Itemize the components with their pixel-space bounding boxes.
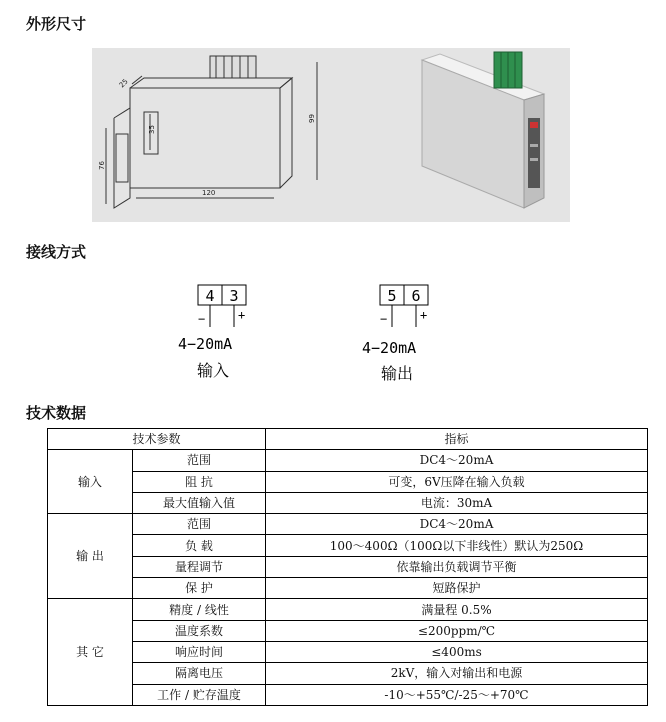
wiring-heading: 接线方式: [26, 243, 87, 261]
table-row: [48, 514, 648, 535]
param-cell: 响应时间: [133, 641, 266, 662]
input-minus-sign: −: [198, 312, 206, 326]
param-cell: 保 护: [133, 578, 266, 599]
value-cell: 满量程 0.5%: [266, 599, 648, 620]
param-cell: 范围: [133, 514, 266, 535]
product-photo: [422, 52, 544, 208]
value-cell: 电流：30mA: [266, 492, 648, 513]
group-input: 输入: [48, 450, 133, 514]
table-row: [48, 492, 648, 513]
input-terminal-block: [178, 285, 246, 380]
param-cell: 范围: [133, 450, 266, 471]
dim-76-label: 76: [98, 161, 106, 170]
group-output: 输 出: [48, 514, 133, 599]
table-row: [48, 641, 648, 662]
dim-120-label: 120: [202, 189, 216, 197]
value-cell: DC4～20mA: [266, 450, 648, 471]
outline-drawing: [106, 56, 317, 208]
dimension-drawing: [92, 48, 570, 222]
table-row: [48, 535, 648, 556]
dim-35-label: 35: [148, 125, 156, 134]
dim-25-label: 25: [117, 77, 130, 90]
value-cell: DC4～20mA: [266, 514, 648, 535]
output-terminal-5: 5: [387, 287, 397, 305]
table-row: [48, 578, 648, 599]
param-cell: 精度 / 线性: [133, 599, 266, 620]
value-cell: 100～400Ω（100Ω以下非线性）默认为250Ω: [266, 535, 648, 556]
output-plus-sign: +: [420, 308, 428, 322]
param-cell: 阻 抗: [133, 471, 266, 492]
output-terminal-6: 6: [411, 287, 421, 305]
dimensions-figure: [92, 48, 570, 222]
value-cell: 2kV，输入对输出和电源: [266, 663, 648, 684]
param-cell: 隔离电压: [133, 663, 266, 684]
header-param: 技术参数: [48, 429, 266, 450]
param-cell: 负 载: [133, 535, 266, 556]
param-cell: 最大值输入值: [133, 492, 266, 513]
value-cell: ≤200ppm/℃: [266, 620, 648, 641]
input-terminal-3: 3: [229, 287, 239, 305]
table-header-row: [48, 429, 648, 450]
dim-99-label: 99: [308, 114, 316, 123]
output-label: 输出: [381, 364, 414, 383]
value-cell: -10～+55℃/-25～+70℃: [266, 684, 648, 705]
output-terminal-block: [362, 285, 428, 383]
table-row: [48, 556, 648, 577]
specs-heading: 技术数据: [26, 404, 87, 422]
header-value: 指标: [266, 429, 648, 450]
table-row: [48, 663, 648, 684]
wiring-diagram: [170, 283, 460, 383]
output-minus-sign: −: [380, 312, 388, 326]
value-cell: 依靠输出负载调节平衡: [266, 556, 648, 577]
table-row: [48, 599, 648, 620]
param-cell: 温度系数: [133, 620, 266, 641]
value-cell: ≤400ms: [266, 641, 648, 662]
param-cell: 工作 / 贮存温度: [133, 684, 266, 705]
group-other: 其 它: [48, 599, 133, 705]
input-terminal-4: 4: [205, 287, 215, 305]
value-cell: 可变，6V压降在输入负载: [266, 471, 648, 492]
dimensions-heading: 外形尺寸: [26, 15, 87, 33]
table-row: [48, 471, 648, 492]
value-cell: 短路保护: [266, 578, 648, 599]
param-cell: 量程调节: [133, 556, 266, 577]
input-plus-sign: +: [238, 308, 246, 322]
output-range: 4−20mA: [362, 339, 417, 357]
spec-table: [47, 428, 648, 706]
input-range: 4−20mA: [178, 335, 233, 353]
table-row: [48, 620, 648, 641]
table-row: [48, 684, 648, 705]
table-row: [48, 450, 648, 471]
input-label: 输入: [197, 361, 230, 380]
